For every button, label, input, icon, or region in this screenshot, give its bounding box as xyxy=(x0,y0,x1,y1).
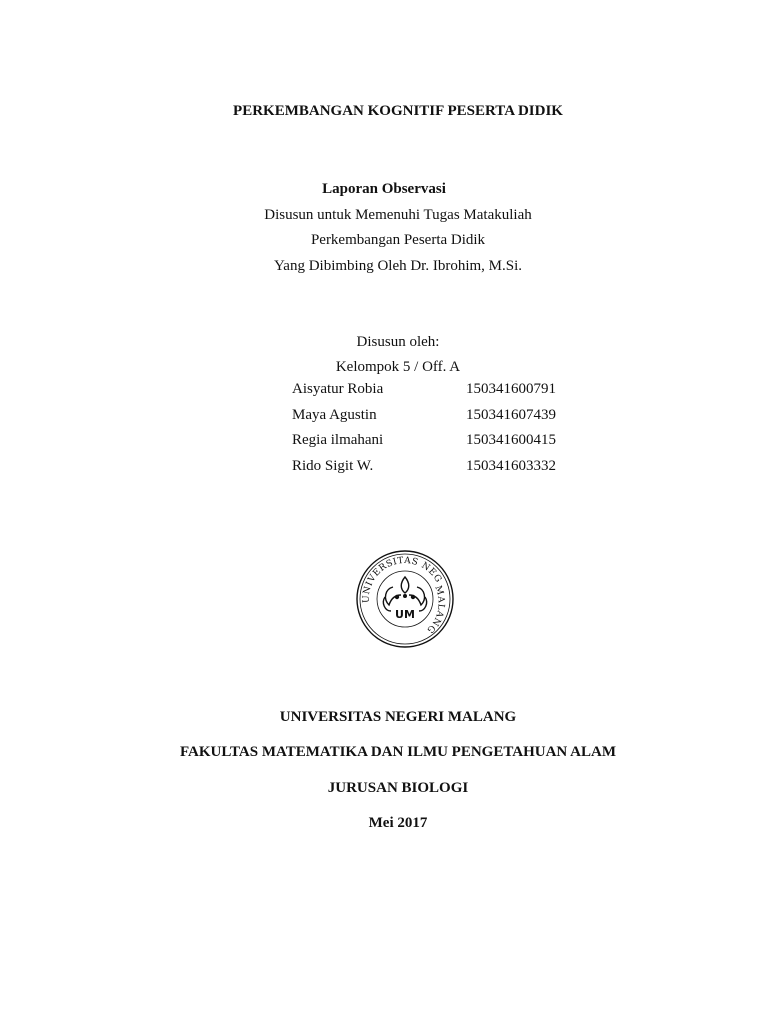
purpose-line-2: Perkembangan Peserta Didik xyxy=(310,232,486,248)
member-name: Regia ilmahani xyxy=(292,432,384,448)
university-seal-icon xyxy=(355,549,455,649)
member-nim: 150341600791 xyxy=(466,381,556,397)
member-nim: 150341600415 xyxy=(466,432,556,448)
department-name: JURUSAN BIOLOGI xyxy=(327,780,469,796)
member-list xyxy=(292,379,592,481)
purpose-line-3: Yang Dibimbing Oleh Dr. Ibrohim, M.Si. xyxy=(273,258,523,274)
member-nim: 150341607439 xyxy=(466,406,556,423)
member-name: Aisyatur Robia xyxy=(292,381,384,397)
document-date: Mei 2017 xyxy=(368,815,428,831)
report-type: Laporan Observasi xyxy=(322,181,446,197)
group-label: Kelompok 5 / Off. A xyxy=(335,359,461,375)
faculty-name: FAKULTAS MATEMATIKA DAN ILMU PENGETAHUAN ALAM xyxy=(180,744,616,760)
seal-ring-text-top: UNIVERSITAS NEG xyxy=(361,555,444,604)
member-row xyxy=(292,456,592,482)
university-seal-graphic xyxy=(355,549,455,649)
member-row xyxy=(292,405,592,431)
member-nim: 150341603332 xyxy=(466,457,556,474)
member-row xyxy=(292,379,592,405)
member-row xyxy=(292,430,592,456)
member-name: Rido Sigit W. xyxy=(292,457,374,474)
institution-name: UNIVERSITAS NEGERI MALANG xyxy=(279,709,517,725)
seal-ring-text-right: MALANG xyxy=(424,584,446,635)
compiled-by-label: Disusun oleh: xyxy=(356,334,440,350)
seal-monogram: UM xyxy=(395,608,415,621)
document-title: PERKEMBANGAN KOGNITIF PESERTA DIDIK xyxy=(233,103,563,119)
purpose-line-1: Disusun untuk Memenuhi Tugas Matakuliah xyxy=(264,207,532,223)
member-name: Maya Agustin xyxy=(292,406,377,423)
